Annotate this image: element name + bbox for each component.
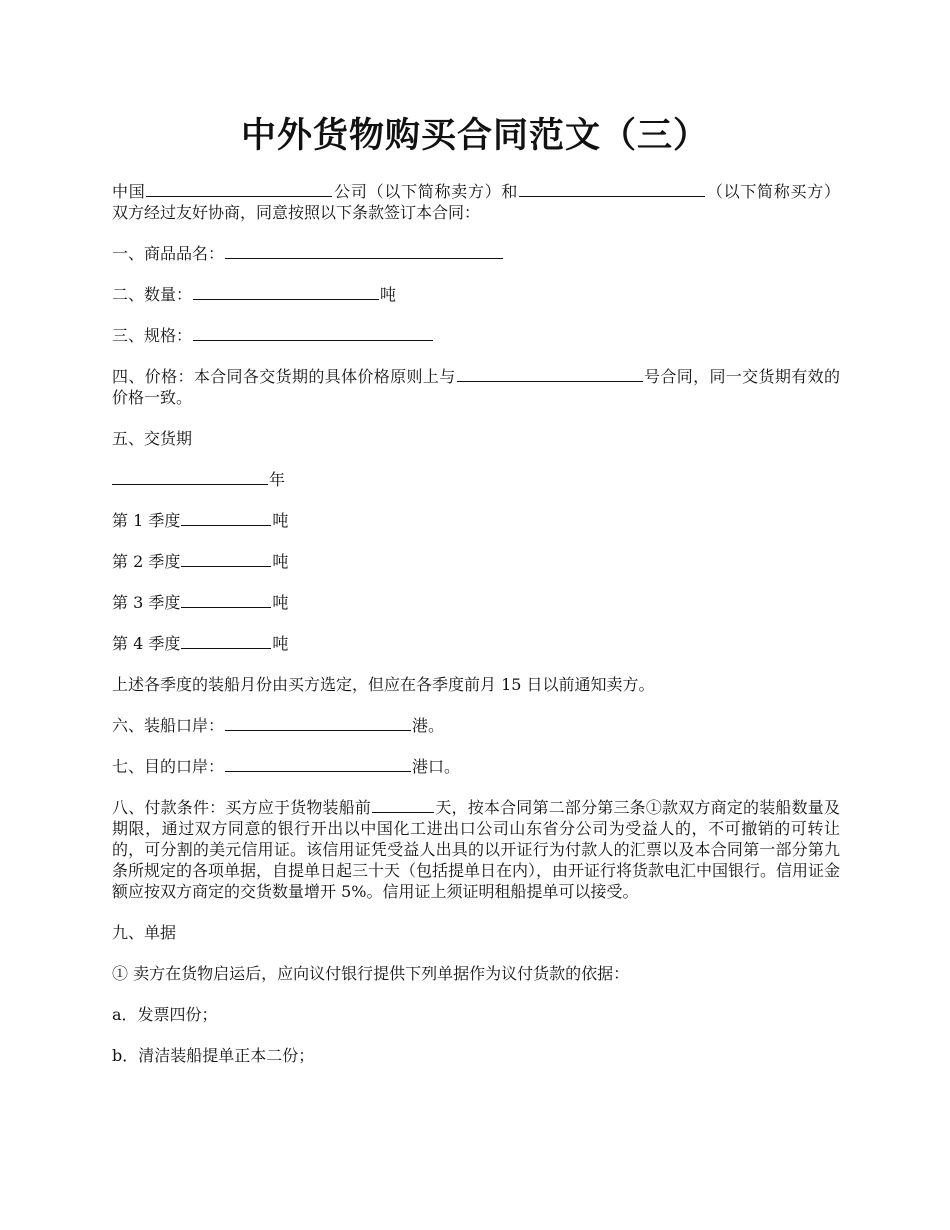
quarter-2-blank (181, 551, 271, 567)
item-7-destination-port (112, 756, 840, 777)
quarter-1-blank (181, 510, 271, 526)
quarter-2-unit: 吨 (272, 552, 289, 571)
item-8-text-a: 八、付款条件：买方应于货物装船前 (112, 798, 372, 817)
specification-blank (193, 325, 433, 341)
shipment-note: 上述各季度的装船月份由买方选定，但应在各季度前月 15 日以前通知卖方。 (112, 675, 655, 694)
year-suffix: 年 (269, 470, 286, 489)
intro-paragraph (112, 181, 840, 223)
quarter-1-line (112, 510, 840, 531)
product-name-blank (225, 243, 503, 259)
seller-name-blank (146, 181, 332, 197)
quarter-3-blank (181, 592, 271, 608)
item-6-suffix: 港。 (412, 716, 445, 735)
delivery-year-line (112, 469, 840, 490)
year-blank (112, 469, 268, 485)
quarter-2-label: 第 2 季度 (112, 552, 181, 571)
quarter-4-unit: 吨 (272, 634, 289, 653)
item-6-loading-port (112, 715, 840, 736)
quantity-blank (193, 284, 379, 300)
item-7-label: 七、目的口岸： (112, 757, 225, 776)
intro-text-b: 公司（以下简称卖方）和 (333, 182, 519, 201)
intro-text-a: 中国 (112, 182, 146, 201)
quarter-4-blank (181, 633, 271, 649)
quarter-3-unit: 吨 (272, 593, 289, 612)
quarter-4-label: 第 4 季度 (112, 634, 181, 653)
quarter-2-line (112, 551, 840, 572)
item-1-product-name (112, 243, 840, 264)
document-body (112, 181, 840, 1086)
item-2-quantity (112, 284, 840, 305)
item-1-label: 一、商品品名： (112, 244, 225, 263)
item-7-suffix: 港口。 (412, 757, 461, 776)
item-4-price (112, 366, 840, 408)
quarter-1-unit: 吨 (272, 511, 289, 530)
item-3-label: 三、规格： (112, 326, 193, 345)
item-8-text-b: 天，按本合同第二部分第三条①款双方商定的装船数量及期限，通过双方同意的银行开出以中国化工进出口公司山东省分公司为受益人的，不可撤销的可转让的，可分割的美元信用证。该信用证凭受益人出具的以开证行为付款人的汇票以及本合同第一部分第九条所规定的各项单据，自提单日起三十天（包括提单日在内），由开证行将货款电汇中国银行。信用证金额应按双方商定的交货数量增开 5%。信用证上须证明租船提单可以接受。 (112, 798, 841, 901)
quarter-3-label: 第 3 季度 (112, 593, 181, 612)
item-4-text-a: 四、价格：本合同各交货期的具体价格原则上与 (112, 367, 456, 386)
buyer-name-blank (519, 181, 705, 197)
item-8-payment-terms (112, 797, 840, 902)
item-5-delivery-period: 五、交货期 (112, 429, 193, 448)
quarter-4-line (112, 633, 840, 654)
intro-text-c: （以下简称买方）双方经过友好协商，同意按照以下条款签订本合同： (112, 182, 840, 222)
item-9-1-text: ① 卖方在货物启运后，应向议付银行提供下列单据作为议付货款的依据： (112, 964, 630, 983)
item-2-unit: 吨 (380, 285, 397, 304)
item-2-label: 二、数量： (112, 285, 193, 304)
quarter-3-line (112, 592, 840, 613)
item-9-b-bill-of-lading: b．清洁装船提单正本二份； (112, 1046, 315, 1065)
item-9-documents: 九、单据 (112, 923, 177, 942)
days-blank (372, 797, 434, 813)
destination-port-blank (225, 756, 411, 772)
document-title: 中外货物购买合同范文（三） (240, 115, 709, 156)
quarter-1-label: 第 1 季度 (112, 511, 181, 530)
item-9-a-invoice: a．发票四份； (112, 1005, 218, 1024)
item-6-label: 六、装船口岸： (112, 716, 225, 735)
contract-number-blank (457, 366, 643, 382)
item-3-specification (112, 325, 840, 346)
item-4-text-b: 号合同，同一交货期有效的价格一致。 (112, 367, 840, 407)
loading-port-blank (225, 715, 411, 731)
